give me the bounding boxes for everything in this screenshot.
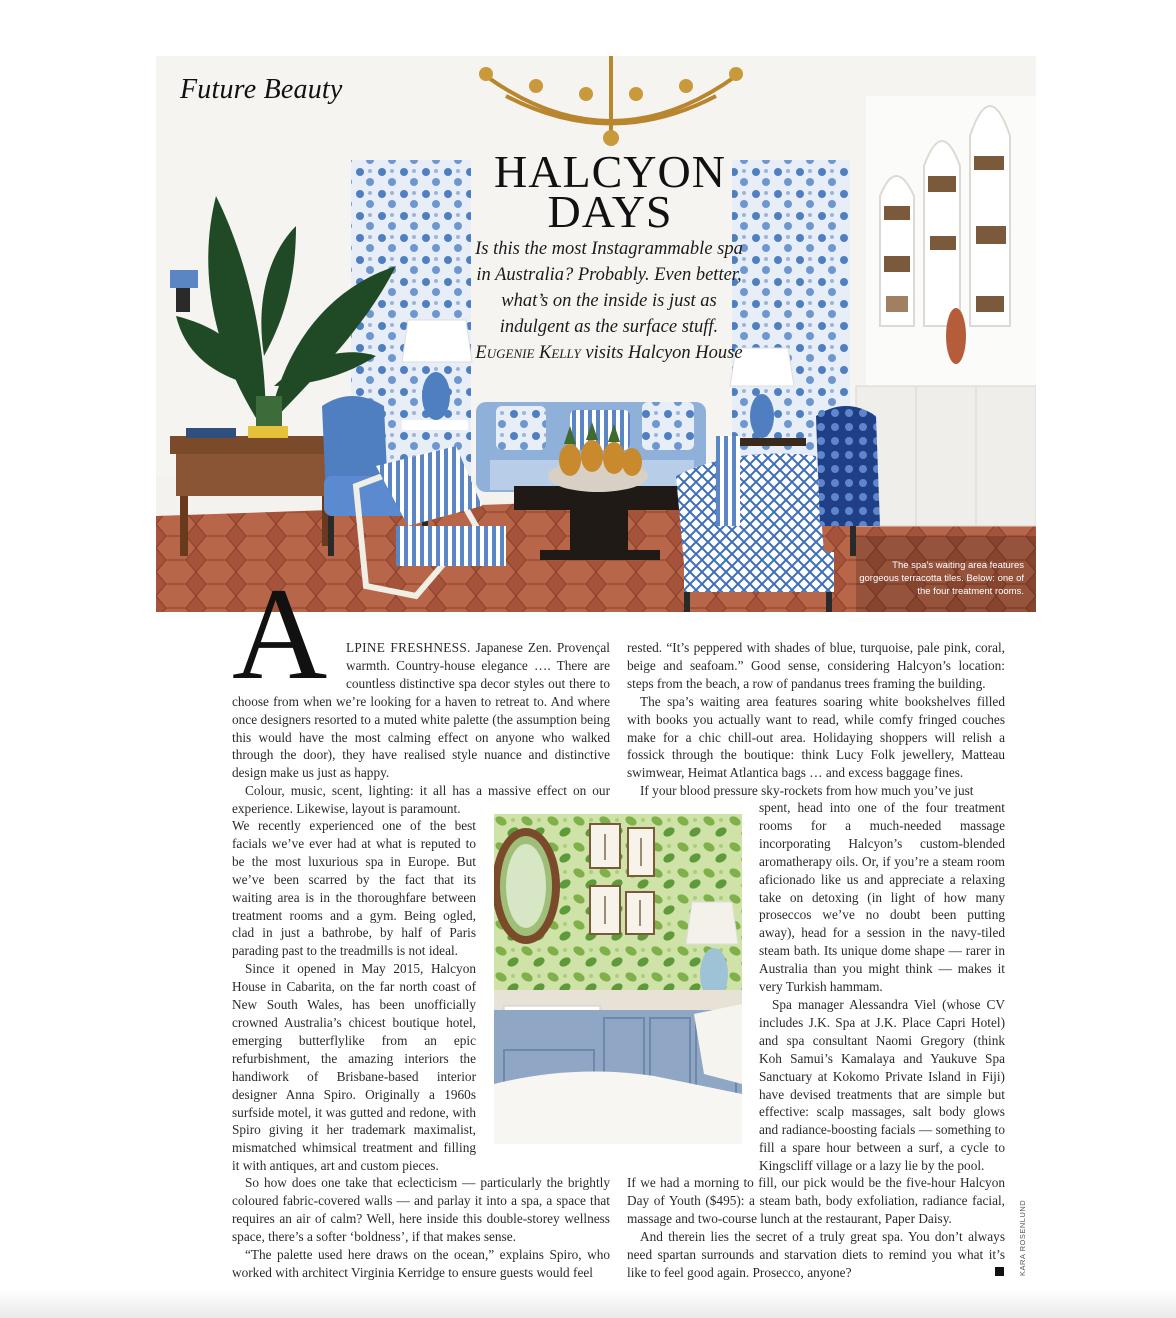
paragraph-blood-pressure: If your blood pressure sky-rockets from how much you’ve just <box>640 783 974 799</box>
intro-paragraph <box>232 639 610 782</box>
treatment-room-photo <box>494 814 742 1144</box>
right-column-top <box>627 639 1005 800</box>
page-shadow <box>0 1290 1176 1318</box>
paragraph-treatment-rooms: spent, head into one of the four treatment rooms for a much-needed massage incorporating Halcyon’s custom-blended aromatherapy oils. Or, if you’re a steam room aficionado like us and appreciate a relaxing take on detoxing (in light of how many proseccos we’ve no doubt been putting away), head for a session in the navy-tiled steam bath. Its unique dome shape — rarer in Australia than you might think — makes it very Turkish hammam. <box>759 800 1005 995</box>
paragraph-rested: rested. “It’s peppered with shades of blue, turquoise, pale pink, coral, beige and seafoam.” Good sense, considering Halcyon’s location: steps from the beach, a row of pandanus trees framing the building. <box>627 640 1005 691</box>
paragraph-colour: Colour, music, scent, lighting: it all has a massive effect on our experience. Likewise, layout is paramount. <box>232 783 610 817</box>
author-name: Eugenie Kelly <box>475 343 581 363</box>
paragraph-secret: And therein lies the secret of a truly great spa. You don’t always need spartan surrounds and starvation diets to remind you what it’s like to feel good again. Prosecco, anyone? <box>627 1228 1005 1280</box>
end-of-article-mark <box>995 1267 1004 1276</box>
right-column-bottom <box>627 1174 1005 1281</box>
section-label: Future Beauty <box>180 74 343 105</box>
paragraph-morning: If we had a morning to fill, our pick would be the five-hour Halcyon Day of Youth ($495): a steam bath, body exfoliation, radiance facial, massage and two-course lunch at the restaurant, Paper Daisy. <box>627 1175 1005 1226</box>
left-column-narrow <box>232 817 476 1175</box>
treatment-room-illustration <box>494 814 742 1144</box>
intro-caps: LPINE FRESHNESS. <box>346 640 471 655</box>
drop-cap: A <box>232 560 328 707</box>
paragraph-waiting-area: The spa’s waiting area features soaring white bookshelves filled with books you actually want to read, while comfy fringed couches make for a chic chill-out area. Holidaying shoppers will relish a fossick through the boutique: think Lucy Folk jewellery, Matteau swimwear, Heimat Atlantica bags … and excess baggage fines. <box>627 693 1005 781</box>
standfirst-text: Is this the most Instagrammable spa in Australia? Probably. Even better, what’s on the inside is just as indulgent as the surface stuff. <box>475 239 743 337</box>
headline-line-2: DAYS <box>547 186 673 237</box>
standfirst <box>474 236 744 366</box>
intro-text: Japanese Zen. Provençal warmth. Country-house elegance …. There are countless distinctive spa decor styles out there to choose from when we’re looking for a haven to retreat to. And where once designers resorted to a muted white palette (the assumption being this would have the most calming effect on anyone who walked through the door), they have realised style nuance and distinctive design make us just as happy. <box>232 640 610 781</box>
right-column-narrow <box>759 799 1005 1175</box>
hero-photo <box>156 56 1036 612</box>
photo-credit: KARA ROSENLUND <box>1018 1199 1027 1276</box>
hero-caption: The spa’s waiting area features gorgeous terracotta tiles. Below: one of the four treatment rooms. <box>859 560 1024 597</box>
paragraph-eclecticism: So how does one take that eclecticism — particularly the brightly coloured fabric-covered walls — and parlay it into a spa, a space that requires an air of calm? Well, here inside this double-storey wellness space, there’s a softer ‘boldness’, if that makes sense. <box>232 1175 610 1244</box>
paragraph-facials: We recently experienced one of the best facials we’ve ever had at what is reputed to be the most luxurious spa in Europe. But we’ve been scarred by the fact that its waiting area is in the thoroughfare between treatment rooms and a gym. Being ogled, clad in just a bathrobe, by half of Paris parading past to the treadmills is not ideal. <box>232 818 476 959</box>
paragraph-opened: Since it opened in May 2015, Halcyon House in Cabarita, on the far north coast of New South Wales, has been unofficially crowned Australia’s chicest boutique hotel, emerging butterflylike from an epic refurbishment, the amazing interiors the handiwork of Brisbane-based interior designer Anna Spiro. Originally a 1960s surfside motel, it was gutted and redone, with Spiro giving it her trademark maximalist, mismatched whimsical treatment and filling it with antiques, art and custom pieces. <box>232 961 476 1174</box>
paragraph-palette: “The palette used here draws on the ocean,” explains Spiro, who worked with architect Virginia Kerridge to ensure guests would feel <box>232 1246 610 1280</box>
standfirst-visit: visits Halcyon House <box>585 343 743 363</box>
headline <box>488 146 732 237</box>
left-column-top <box>232 639 610 818</box>
paragraph-spa-manager: Spa manager Alessandra Viel (whose CV includes J.K. Spa at J.K. Place Capri Hotel) and spa consultant Naomi Gregory (think Koh Samui’s Kamalaya and Yaukuve Spa Sanctuary at Kokomo Private Island in Fiji) have devised treatments that are simple but effective: scalp massages, salt body glows and radiance-boosting facials — something to fill a spare hour between a surf, a cycle to Kingscliff village or a lazy lie by the pool. <box>759 996 1005 1174</box>
left-column-bottom <box>232 1174 610 1281</box>
headline-line-1: HALCYON <box>494 146 726 197</box>
